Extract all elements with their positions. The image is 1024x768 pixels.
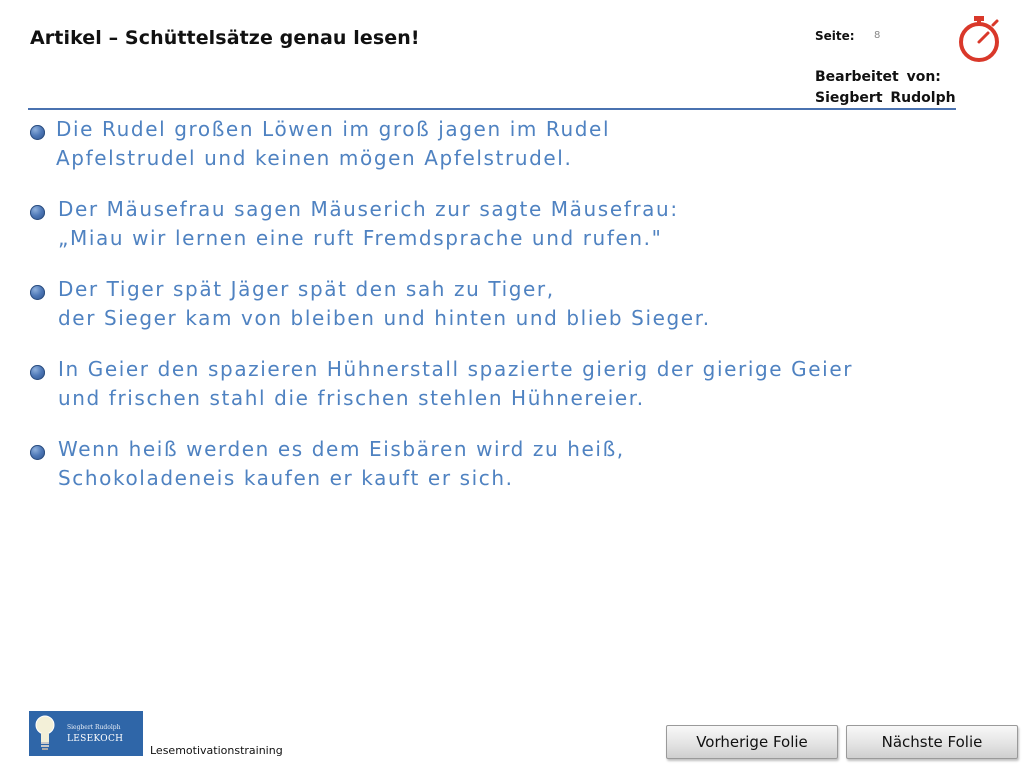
sentence-line: „Miau wir lernen eine ruft Fremdsprache und rufen." xyxy=(58,226,663,250)
logo-text: LESEKOCH xyxy=(67,734,124,744)
slide-title: Artikel – Schüttelsätze genau lesen! xyxy=(30,27,420,49)
next-slide-button[interactable]: Nächste Folie xyxy=(846,725,1018,759)
sentence-line: der Sieger kam von bleiben und hinten und blieb Sieger. xyxy=(58,306,711,330)
edited-by-label: Bearbeitet von: xyxy=(815,69,941,85)
bullet-icon xyxy=(30,445,45,460)
logo-author: Siegbert Rudolph xyxy=(67,724,121,731)
bullet-icon xyxy=(30,125,45,140)
sentence-line: Apfelstrudel und keinen mögen Apfelstrudel. xyxy=(56,146,573,170)
bullet-icon xyxy=(30,285,45,300)
header-divider xyxy=(28,108,956,110)
sentence-line: und frischen stahl die frischen stehlen Hühnereier. xyxy=(58,386,645,410)
sentence-line: Schokoladeneis kaufen er kauft er sich. xyxy=(58,466,514,490)
stopwatch-icon[interactable] xyxy=(955,14,1003,64)
bullet-icon xyxy=(30,205,45,220)
sentence-line: Die Rudel großen Löwen im groß jagen im Rudel xyxy=(56,117,611,141)
bullet-icon xyxy=(30,365,45,380)
page-label: Seite: xyxy=(815,29,855,43)
lesekoch-logo xyxy=(29,711,143,756)
lightbulb-icon xyxy=(34,714,56,752)
footer-label: Lesemotivationstraining xyxy=(150,744,283,757)
edited-by-block xyxy=(815,67,956,109)
page-number: 8 xyxy=(874,30,881,41)
author-name: Siegbert Rudolph xyxy=(815,90,956,106)
sentence-line: Wenn heiß werden es dem Eisbären wird zu heiß, xyxy=(58,437,625,461)
sentence-line: Der Tiger spät Jäger spät den sah zu Tiger, xyxy=(58,277,555,301)
sentence-line: Der Mäusefrau sagen Mäuserich zur sagte Mäusefrau: xyxy=(58,197,679,221)
sentence-line: In Geier den spazieren Hühnerstall spazierte gierig der gierige Geier xyxy=(58,357,854,381)
previous-slide-button[interactable]: Vorherige Folie xyxy=(666,725,838,759)
